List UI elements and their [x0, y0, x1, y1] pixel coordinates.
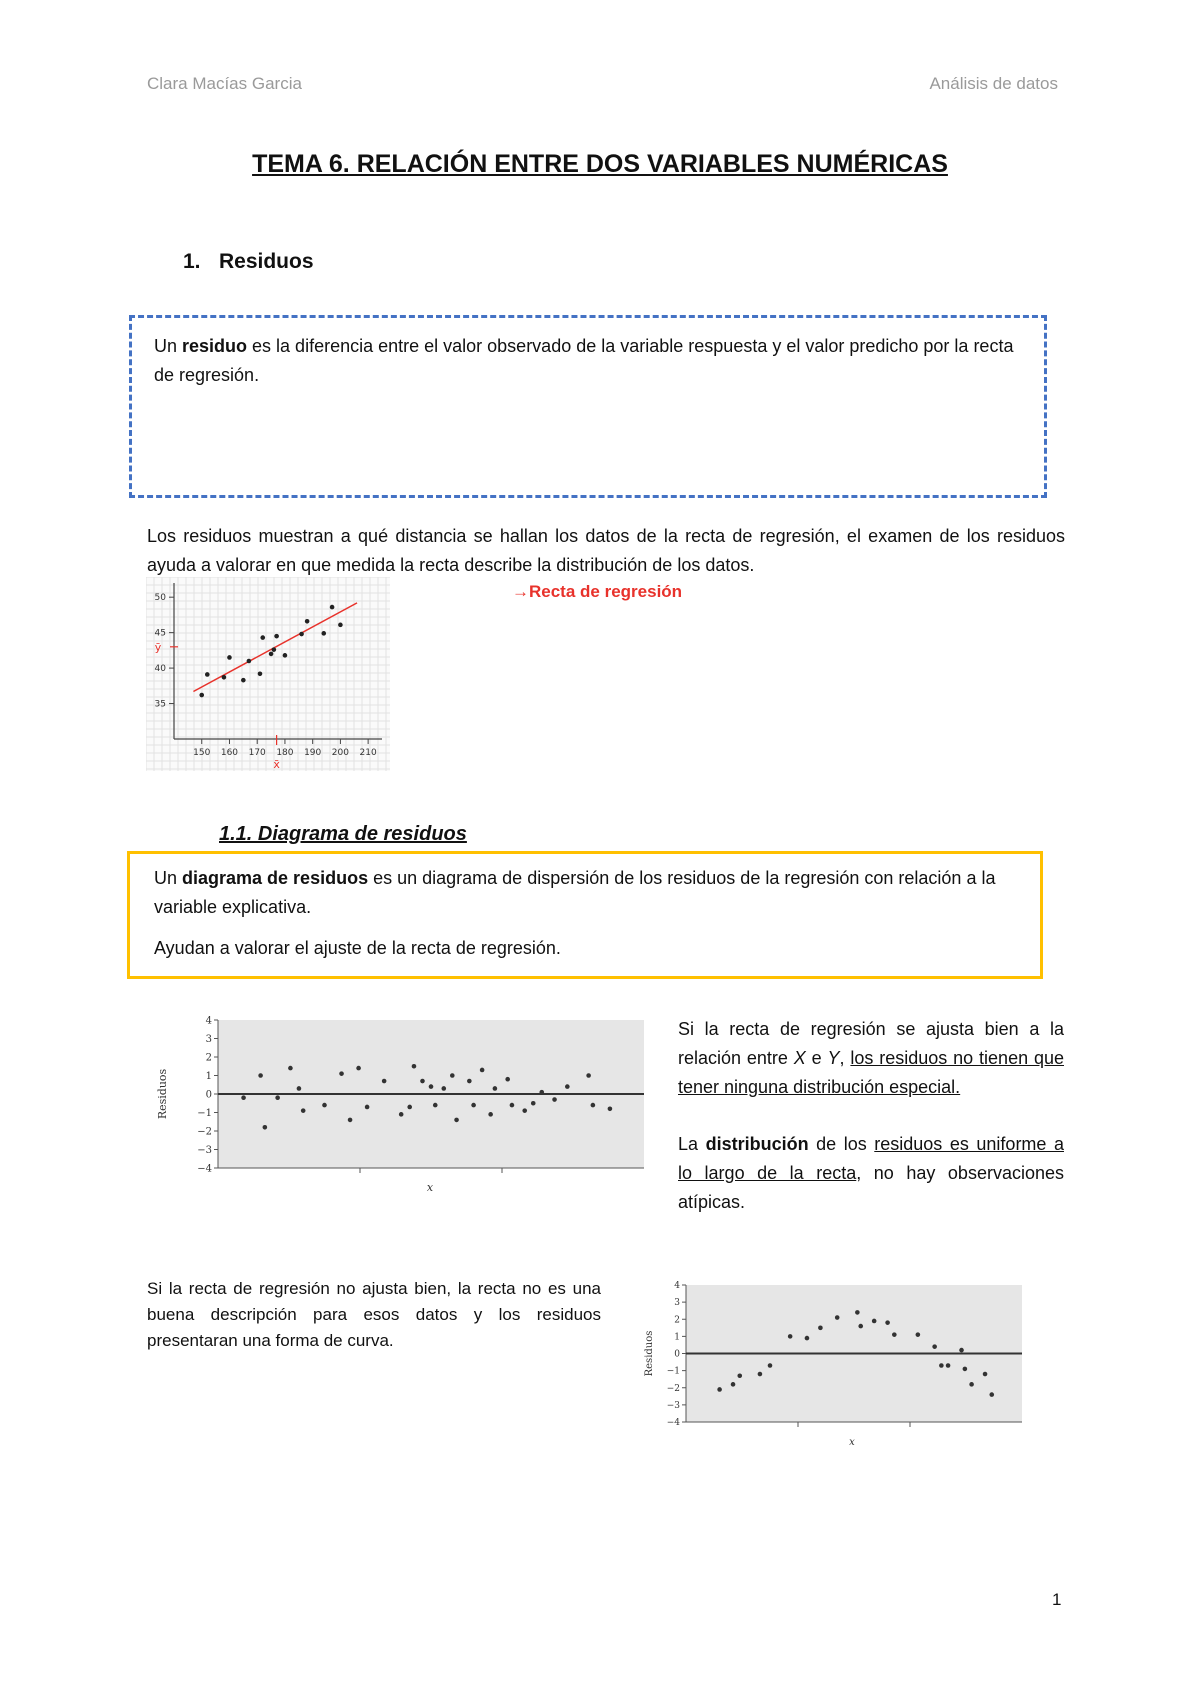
data-point — [227, 655, 232, 660]
residual-point — [737, 1373, 742, 1378]
bad-fit-explanation: Si la recta de regresión no ajusta bien, la recta no es una buena descripción para esos datos y los residuos presentaran una forma de curva. — [147, 1279, 601, 1350]
residual-point — [969, 1382, 974, 1387]
section-title: Residuos — [219, 250, 314, 273]
good-fit-underlined: residuos es uniforme a lo largo de la recta — [678, 1134, 1064, 1183]
residual-point — [983, 1372, 988, 1377]
y-tick-label: −3 — [197, 1144, 212, 1156]
good-fit-text: de los — [808, 1134, 875, 1154]
data-point — [247, 659, 252, 664]
y-tick-label: 45 — [154, 628, 166, 639]
residual-point — [932, 1344, 937, 1349]
residual-point — [946, 1363, 951, 1368]
good-fit-explanation — [678, 1015, 1064, 1245]
y-tick-label: −1 — [197, 1107, 212, 1119]
data-point — [222, 675, 227, 680]
residual-point — [552, 1097, 557, 1102]
residual-point — [855, 1310, 860, 1315]
y-tick-label: 2 — [674, 1315, 680, 1326]
page-title — [0, 150, 1200, 179]
residual-point — [450, 1073, 455, 1078]
y-axis-label: Residuos — [156, 1068, 169, 1120]
residual-point — [365, 1105, 370, 1110]
residual-point — [835, 1315, 840, 1320]
good-fit-text: , — [839, 1048, 851, 1068]
regression-line-label: →Recta de regresión — [512, 582, 683, 601]
chart-background — [146, 577, 390, 771]
y-tick-label: −3 — [666, 1400, 680, 1411]
residual-point — [241, 1095, 246, 1100]
good-fit-text: La — [678, 1134, 706, 1154]
residual-point — [818, 1326, 823, 1331]
residual-point — [420, 1079, 425, 1084]
y-tick-label: 40 — [154, 664, 166, 675]
data-point — [272, 647, 277, 652]
good-fit-underlined: los residuos no tienen que tener ninguna distribución especial. — [678, 1048, 1064, 1097]
good-fit-p1 — [678, 1015, 1064, 1102]
x-axis-label: x — [426, 1181, 434, 1194]
section-heading-residuos — [183, 250, 314, 274]
y-tick-label: 0 — [674, 1349, 680, 1360]
residual-point — [788, 1334, 793, 1339]
residual-point — [301, 1108, 306, 1113]
page-title-text: TEMA 6. RELACIÓN ENTRE DOS VARIABLES NUMÉRICAS — [252, 150, 948, 178]
diagram-pre: Un — [154, 868, 183, 888]
y-axis-label: Residuos — [644, 1330, 655, 1377]
x-axis-label: x — [849, 1437, 855, 1448]
residual-point — [407, 1105, 412, 1110]
x-tick-label: 150 — [193, 748, 211, 758]
residual-point — [429, 1084, 434, 1089]
residual-point — [872, 1319, 877, 1324]
residual-point — [916, 1332, 921, 1337]
intro-paragraph: Los residuos muestran a qué distancia se hallan los datos de la recta de regresión, el examen de los residuos ayuda a valorar en que medida la recta describe la distribución de los datos. — [147, 526, 1065, 575]
diagram-term: diagrama de residuos — [182, 868, 369, 888]
header-subject: Análisis de datos — [929, 74, 1058, 93]
var-y: Y — [827, 1048, 840, 1068]
residuals-uniform-chart — [152, 1005, 650, 1201]
diagram-definition-text — [154, 864, 1022, 922]
data-point — [241, 678, 246, 683]
definition-text — [154, 332, 1026, 390]
y-tick-label: 4 — [205, 1015, 212, 1027]
y-tick-label: 1 — [674, 1332, 680, 1343]
residual-point — [288, 1066, 293, 1071]
residual-point — [339, 1071, 344, 1076]
residual-point — [959, 1348, 964, 1353]
y-mean-label: ȳ — [154, 640, 162, 654]
diagram-post: es un diagrama de dispersión de los residuos de la regresión con relación a la variable explicativa. — [154, 868, 996, 917]
residual-point — [731, 1382, 736, 1387]
x-tick-label: 200 — [331, 748, 349, 758]
definition-pre: Un — [154, 336, 183, 356]
y-tick-label: 4 — [674, 1281, 680, 1291]
residual-point — [441, 1086, 446, 1091]
y-tick-label: 35 — [154, 699, 166, 710]
y-tick-label: 1 — [205, 1070, 212, 1082]
residual-point — [399, 1112, 404, 1117]
y-tick-label: −4 — [666, 1418, 680, 1428]
residual-point — [522, 1108, 527, 1113]
residual-point — [939, 1363, 944, 1368]
x-tick-label: 180 — [276, 748, 294, 758]
regression-scatter-chart — [146, 577, 390, 771]
data-point — [338, 623, 343, 628]
residual-point — [989, 1392, 994, 1397]
residual-point — [493, 1086, 498, 1091]
x-mean-label: x̄ — [273, 758, 280, 771]
residual-point — [608, 1107, 613, 1112]
residual-point — [892, 1332, 897, 1337]
diagram-definition-box — [127, 851, 1043, 979]
residual-point — [805, 1336, 810, 1341]
y-tick-label: −2 — [666, 1383, 680, 1394]
diagram-purpose-text: Ayudan a valorar el ajuste de la recta de regresión. — [154, 938, 561, 958]
definition-box — [129, 315, 1047, 498]
residual-point — [510, 1103, 515, 1108]
x-tick-label: 160 — [220, 748, 239, 758]
residual-point — [586, 1073, 591, 1078]
residual-point — [565, 1084, 570, 1089]
y-tick-label: 3 — [205, 1033, 212, 1045]
good-fit-bold: distribución — [705, 1134, 809, 1154]
data-point — [260, 635, 265, 640]
residual-point — [454, 1118, 459, 1123]
good-fit-text: , no hay observaciones atípicas. — [678, 1163, 1064, 1212]
data-point — [305, 619, 310, 624]
residual-point — [348, 1118, 353, 1123]
residual-point — [382, 1079, 387, 1084]
residual-point — [591, 1103, 596, 1108]
residual-point — [412, 1064, 417, 1069]
subsection-heading: 1.1. Diagrama de residuos — [219, 823, 467, 845]
residual-point — [488, 1112, 493, 1117]
header-author: Clara Macías Garcia — [147, 74, 302, 93]
residuals-curve-chart — [640, 1275, 1032, 1451]
page-number: 1 — [1052, 1590, 1062, 1609]
residual-point — [963, 1367, 968, 1372]
data-point — [321, 631, 326, 636]
residual-point — [758, 1372, 763, 1377]
data-point — [258, 671, 263, 676]
y-tick-label: −1 — [666, 1366, 680, 1377]
y-tick-label: −2 — [197, 1126, 212, 1138]
residual-point — [531, 1101, 536, 1106]
good-fit-p2 — [678, 1130, 1064, 1217]
y-tick-label: −4 — [197, 1163, 212, 1175]
residual-point — [858, 1324, 863, 1329]
residual-point — [480, 1068, 485, 1073]
residual-point — [433, 1103, 438, 1108]
residual-point — [539, 1090, 544, 1095]
good-fit-text: Si la recta de regresión se ajusta bien a la relación entre — [678, 1019, 1064, 1068]
var-x: X — [793, 1048, 806, 1068]
residual-point — [297, 1086, 302, 1091]
good-fit-text: e — [805, 1048, 828, 1068]
residual-point — [322, 1103, 327, 1108]
definition-term: residuo — [182, 336, 248, 356]
residual-point — [471, 1103, 476, 1108]
data-point — [330, 605, 335, 610]
data-point — [205, 672, 210, 677]
y-tick-label: 2 — [205, 1052, 212, 1064]
data-point — [283, 653, 288, 658]
definition-post: es la diferencia entre el valor observado de la variable respuesta y el valor predicho por la recta de regresión. — [154, 336, 1014, 385]
data-point — [269, 652, 274, 657]
residual-point — [505, 1077, 510, 1082]
residual-point — [275, 1095, 280, 1100]
residual-point — [258, 1073, 263, 1078]
x-tick-label: 170 — [248, 748, 266, 758]
residual-point — [717, 1387, 722, 1392]
residual-point — [768, 1363, 773, 1368]
y-tick-label: 3 — [674, 1298, 680, 1309]
section-number: 1. — [183, 250, 201, 273]
y-tick-label: 50 — [154, 593, 166, 604]
x-tick-label: 190 — [304, 748, 322, 758]
data-point — [274, 634, 279, 639]
residual-point — [263, 1125, 268, 1130]
residual-point — [356, 1066, 361, 1071]
x-tick-label: 210 — [359, 748, 377, 758]
residual-point — [467, 1079, 472, 1084]
residual-point — [885, 1320, 890, 1325]
y-tick-label: 0 — [205, 1089, 212, 1101]
data-point — [299, 632, 304, 637]
data-point — [199, 693, 204, 698]
